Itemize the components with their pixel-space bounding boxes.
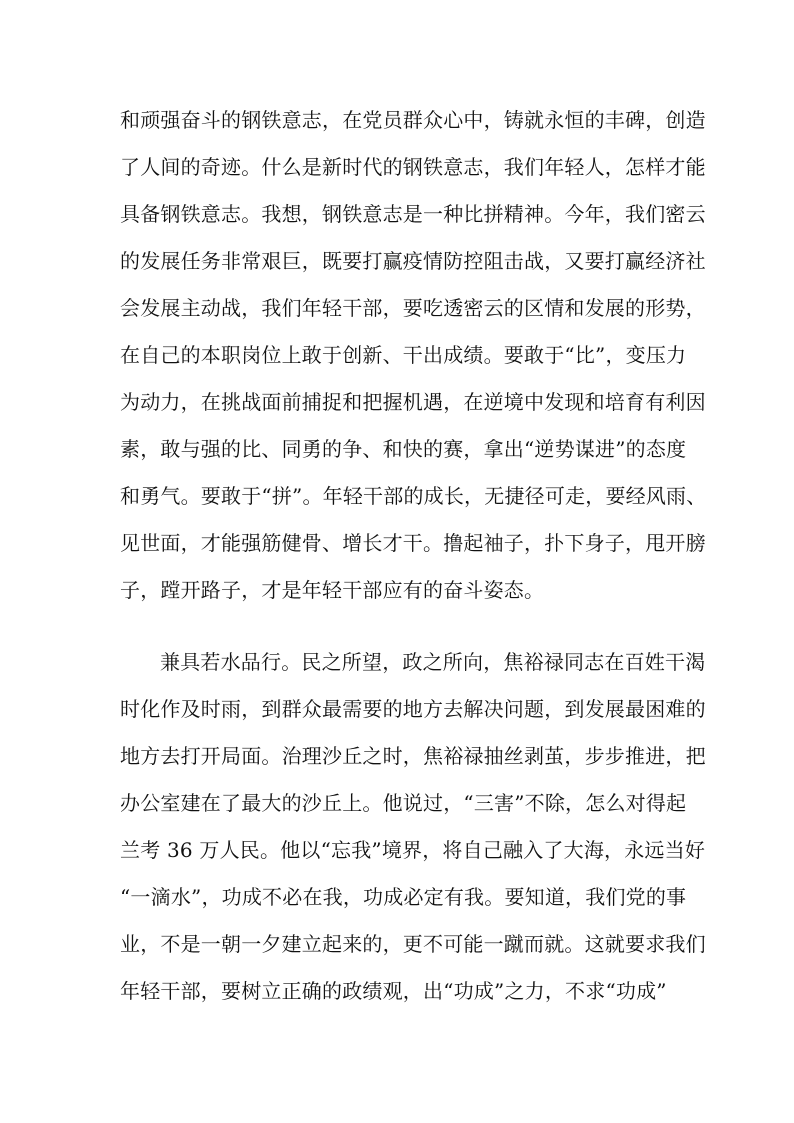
paragraph-1-line-10: 见世面，才能强筋健骨、增长才干。撸起袖子，扑下身子，甩开膀: [120, 531, 706, 555]
paragraph-2-line-2: 时化作及时雨，到群众最需要的地方去解决问题，到发展最困难的: [120, 697, 706, 721]
paragraph-1-line-11: 子，蹚开路子，才是年轻干部应有的奋斗姿态。: [120, 578, 545, 602]
paragraph-2-line-6: “一滴水”，功成不必在我，功成必定有我。要知道，我们党的事: [120, 885, 687, 909]
paragraph-1-line-8: 素，敢与强的比、同勇的争、和快的赛，拿出“逆势谋进”的态度: [120, 437, 687, 461]
paragraph-2-line-5: 兰考 36 万人民。他以“忘我”境界，将自己融入了大海，永远当好: [120, 838, 706, 862]
paragraph-1-line-6: 在自己的本职岗位上敢于创新、干出成绩。要敢于“比”，变压力: [120, 343, 687, 367]
paragraph-2-line-3: 地方去打开局面。治理沙丘之时，焦裕禄抽丝剥茧，步步推进，把: [120, 744, 706, 768]
paragraph-2-line-4: 办公室建在了最大的沙丘上。他说过，“三害”不除，怎么对得起: [120, 791, 687, 815]
paragraph-1-line-2: 了人间的奇迹。什么是新时代的钢铁意志，我们年轻人，怎样才能: [120, 155, 706, 179]
paragraph-1-line-5: 会发展主动战，我们年轻干部，要吃透密云的区情和发展的形势，: [120, 296, 706, 320]
paragraph-2-line-7: 业，不是一朝一夕建立起来的，更不可能一蹴而就。这就要求我们: [120, 932, 706, 956]
paragraph-2-line-1: 兼具若水品行。民之所望，政之所向，焦裕禄同志在百姓干渴: [160, 650, 706, 674]
paragraph-2-line-8: 年轻干部，要树立正确的政绩观，出“功成”之力，不求“功成”: [120, 979, 667, 1003]
paragraph-1-line-9: 和勇气。要敢于“拼”。年轻干部的成长，无捷径可走，要经风雨、: [120, 484, 707, 508]
paragraph-1-line-4: 的发展任务非常艰巨，既要打赢疫情防控阻击战，又要打赢经济社: [120, 249, 706, 273]
paragraph-1-line-7: 为动力，在挑战面前捕捉和把握机遇，在逆境中发现和培育有利因: [120, 390, 706, 414]
paragraph-1-line-3: 具备钢铁意志。我想，钢铁意志是一种比拼精神。今年，我们密云: [120, 202, 706, 226]
paragraph-1-line-1: 和顽强奋斗的钢铁意志，在党员群众心中，铸就永恒的丰碑，创造: [120, 108, 706, 132]
